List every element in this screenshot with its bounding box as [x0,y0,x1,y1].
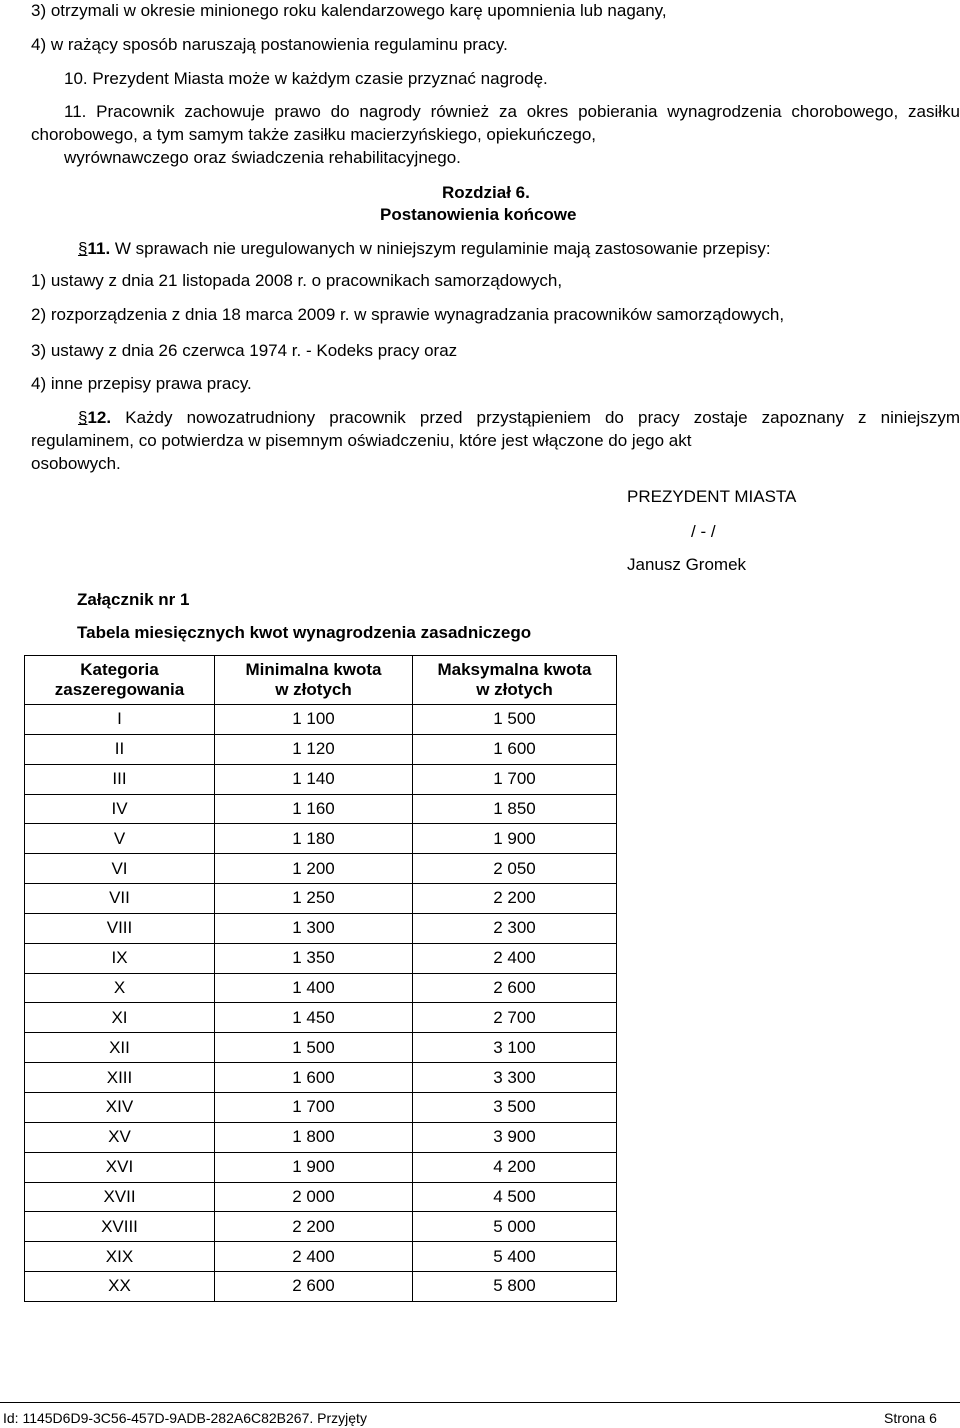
cell-max-amount: 2 600 [413,973,617,1003]
footer-page-number: Strona 6 [884,1410,937,1426]
cell-max-amount: 1 700 [413,764,617,794]
annex-label: Załącznik nr 1 [77,590,190,609]
cell-min-amount: 1 400 [215,973,413,1003]
section-mark: § [78,408,88,427]
table-row [25,1033,617,1063]
cell-max-amount: 5 400 [413,1242,617,1272]
cell-min-amount: 1 140 [215,764,413,794]
section-12 [31,406,960,475]
table-row [25,764,617,794]
footer-id: Id: 1145D6D9-3C56-457D-9ADB-282A6C82B267. Przyjęty [3,1410,367,1426]
cell-min-amount: 1 450 [215,1003,413,1033]
cell-category: I [25,705,215,735]
signature-mark: / - / [691,522,716,541]
cell-min-amount: 1 350 [215,943,413,973]
signature-name: Janusz Gromek [627,555,747,574]
section-mark: § [78,239,88,258]
cell-max-amount: 2 300 [413,913,617,943]
cell-min-amount: 1 120 [215,734,413,764]
cell-category: XVI [25,1152,215,1182]
paragraph-11-text: 11. Pracownik zachowuje prawo do nagrody również za okres pobierania wynagrodzenia chorobowego, zasiłku chorobowego, a tym samym także zasiłku macierzyńskiego, opiekuńczego, [31,102,960,144]
table-row [25,1063,617,1093]
table-row [25,1272,617,1302]
cell-category: IV [25,794,215,824]
header-max-amount: Maksymalna kwota w złotych [413,656,617,705]
cell-category: XII [25,1033,215,1063]
table-row [25,943,617,973]
table-header-row [25,656,617,705]
table-row [25,705,617,735]
section-11-item-4: 4) inne przepisy prawa pracy. [31,374,252,393]
cell-min-amount: 2 400 [215,1242,413,1272]
cell-min-amount: 2 600 [215,1272,413,1302]
cell-max-amount: 3 300 [413,1063,617,1093]
section-11-item-3: 3) ustawy z dnia 26 czerwca 1974 r. - Kodeks pracy oraz [31,341,458,360]
cell-min-amount: 1 700 [215,1092,413,1122]
cell-category: VII [25,884,215,914]
cell-min-amount: 1 600 [215,1063,413,1093]
section-11 [78,238,771,260]
cell-min-amount: 1 200 [215,854,413,884]
table-row [25,913,617,943]
cell-category: XIX [25,1242,215,1272]
header-category: Kategoria zaszeregowania [25,656,215,705]
cell-min-amount: 2 000 [215,1182,413,1212]
cell-max-amount: 5 000 [413,1212,617,1242]
cell-max-amount: 3 900 [413,1122,617,1152]
section-12-text: Każdy nowozatrudniony pracownik przed przystąpieniem do pracy zostaje zapoznany z niniejszym regulaminem, co potwierdza w pisemnym oświadczeniu, które jest włączone do jego akt [31,408,960,450]
cell-category: XV [25,1122,215,1152]
section-number: 12. [87,408,112,427]
cell-category: XX [25,1272,215,1302]
cell-max-amount: 4 200 [413,1152,617,1182]
cell-max-amount: 1 600 [413,734,617,764]
cell-category: III [25,764,215,794]
cell-category: V [25,824,215,854]
cell-max-amount: 2 400 [413,943,617,973]
cell-max-amount: 4 500 [413,1182,617,1212]
table-row [25,1003,617,1033]
paragraph-11-last-line: wyrównawczego oraz świadczenia rehabilitacyjnego. [64,148,461,167]
table-row [25,1122,617,1152]
cell-category: II [25,734,215,764]
cell-min-amount: 1 300 [215,913,413,943]
cell-max-amount: 1 500 [413,705,617,735]
cell-max-amount: 2 200 [413,884,617,914]
table-row [25,1212,617,1242]
cell-min-amount: 1 160 [215,794,413,824]
cell-category: X [25,973,215,1003]
cell-category: XIV [25,1092,215,1122]
annex-table-title: Tabela miesięcznych kwot wynagrodzenia zasadniczego [77,623,532,642]
cell-max-amount: 2 700 [413,1003,617,1033]
intro-item-4: 4) w rażący sposób naruszają postanowienia regulaminu pracy. [31,35,508,54]
section-11-item-2: 2) rozporządzenia z dnia 18 marca 2009 r. w sprawie wynagradzania pracowników samorządowych, [31,305,785,324]
cell-category: XVII [25,1182,215,1212]
cell-max-amount: 2 050 [413,854,617,884]
cell-max-amount: 5 800 [413,1272,617,1302]
table-row [25,1092,617,1122]
intro-item-3: 3) otrzymali w okresie minionego roku kalendarzowego karę upomnienia lub nagany, [31,1,667,20]
table-row [25,1182,617,1212]
cell-max-amount: 3 500 [413,1092,617,1122]
chapter-subtitle: Postanowienia końcowe [380,205,577,224]
cell-min-amount: 1 900 [215,1152,413,1182]
salary-table [24,655,617,1302]
section-11-item-1: 1) ustawy z dnia 21 listopada 2008 r. o pracownikach samorządowych, [31,271,563,290]
cell-min-amount: 1 500 [215,1033,413,1063]
cell-min-amount: 1 100 [215,705,413,735]
header-min-amount: Minimalna kwota w złotych [215,656,413,705]
cell-category: XVIII [25,1212,215,1242]
cell-max-amount: 1 850 [413,794,617,824]
footer-divider [0,1402,960,1403]
cell-max-amount: 3 100 [413,1033,617,1063]
paragraph-11 [31,100,960,169]
cell-min-amount: 1 250 [215,884,413,914]
cell-category: XI [25,1003,215,1033]
table-row [25,1152,617,1182]
cell-category: VIII [25,913,215,943]
section-12-last-line: osobowych. [31,454,121,473]
cell-min-amount: 1 180 [215,824,413,854]
section-11-text: W sprawach nie uregulowanych w niniejszym regulaminie mają zastosowanie przepisy: [114,239,771,258]
table-row [25,1242,617,1272]
table-row [25,973,617,1003]
table-row [25,824,617,854]
chapter-title: Rozdział 6. [442,183,530,202]
cell-category: XIII [25,1063,215,1093]
paragraph-10: 10. Prezydent Miasta może w każdym czasie przyznać nagrodę. [64,69,548,88]
cell-category: IX [25,943,215,973]
table-row [25,884,617,914]
signature-title: PREZYDENT MIASTA [627,487,797,506]
cell-max-amount: 1 900 [413,824,617,854]
section-number: 11. [87,239,111,258]
cell-category: VI [25,854,215,884]
table-row [25,854,617,884]
cell-min-amount: 2 200 [215,1212,413,1242]
cell-min-amount: 1 800 [215,1122,413,1152]
table-row [25,734,617,764]
table-row [25,794,617,824]
